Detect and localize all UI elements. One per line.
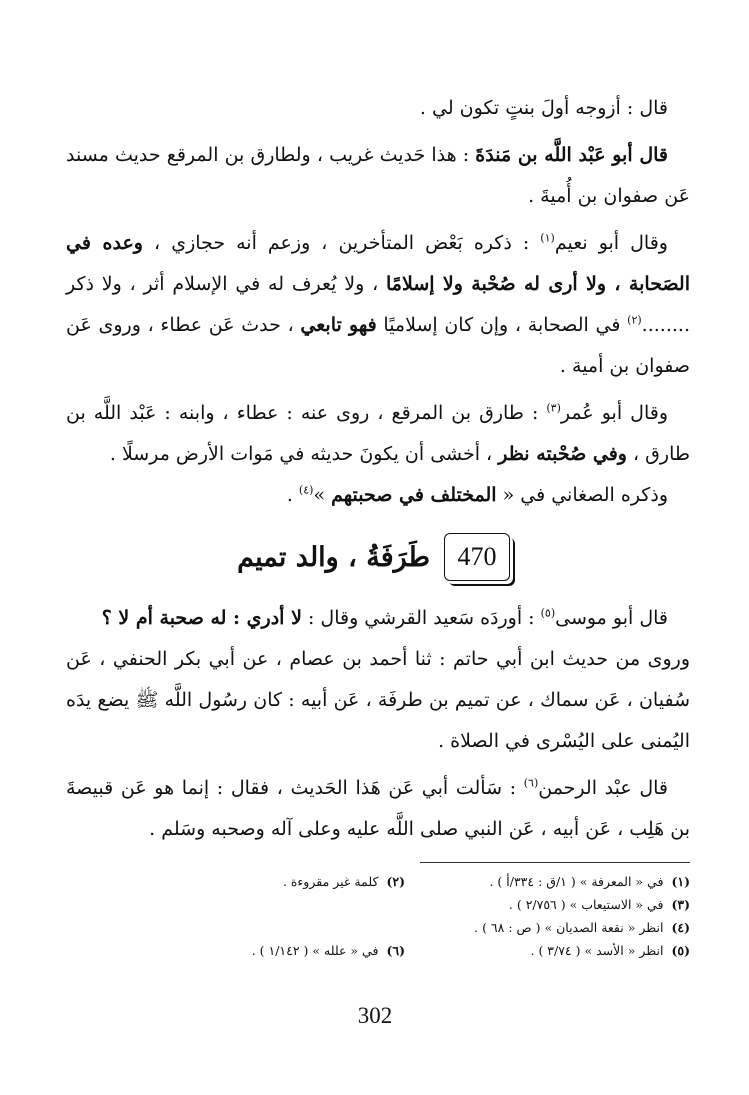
ibn-mandah-statement: قال أبو عَبْد اللَّه بن مَندَةَ [475, 144, 668, 166]
paragraph-4: وقال أبو عُمر$^{(٣)}$ : طارق بن المرقع ، روى عنه : عطاء ، وابنه : عَبْد اللَّه بن طارق ، وفي صُحْبته نظر ، أخشى أن يكونَ حديثه في مَوات الأرض مرسلًا . [66, 401, 690, 465]
entry-number-box [444, 533, 510, 581]
paragraph-5: وذكره الصغاني في « المختلف في صحبتهم »$^{(٤)}$ . [286, 483, 668, 506]
main-text-bottom [66, 598, 690, 850]
paragraph-3: وقال أبو نعيم$^{(١)}$ : ذكره بَعْض المتأخرين ، وزعم أنه حجازي ، وعده في الصَحابة ، ولا أرى له صُحْبة ولا إسلامًا ، ولا يُعرف له في الإسلام أثر ، ولا ذكر ........$^{(٢)}$ في الصحابة ، وإن كان إسلاميًا فهو تابعي ، حدث عَن عطاء ، وروى عَن صفوان بن أمية . [66, 231, 691, 377]
footnotes [120, 870, 690, 962]
footnote-row [120, 870, 690, 893]
page-number: 302 [357, 1003, 393, 1028]
entry-number: 470 [457, 542, 497, 571]
footnote-ref-3: (٣) [546, 401, 561, 415]
paragraph-1: قال : أزوجه أولَ بنتٍ تكون لي . [419, 97, 668, 119]
paragraph-6: قال أبو موسى$^{(٥)}$ : أوردَه سَعيد القرشي وقال : لا أدري : له صحبة أم لا ؟ [101, 606, 668, 629]
entry-title: طَرَفَةُ ، والد تميم [237, 541, 430, 573]
footnote-1: (١)في « المعرفة » ( ١/ق : ٣٣٤/أ ) . [489, 874, 690, 889]
footnote-6: (٦)في « علله » ( ١/١٤٢ ) . [251, 943, 405, 958]
footnote-ref-6: (٦) [523, 776, 539, 790]
footnote-4: (٤)انظر « نقعة الصديان » ( ص : ٦٨ ) . [474, 920, 690, 935]
main-text-top [66, 88, 690, 516]
footnote-3: (٣)في « الاستيعاب » ( ٢/٧٥٦ ) . [508, 897, 690, 912]
paragraph-8: قال عبْد الرحمن$^{(٦)}$ : سَألت أبي عَن هَذا الحَديث ، فقال : إنما هو عَن قبيصةَ بن هَلِب ، عَن أبيه ، عَن النبي صلى اللَّه عليه وعلى آله وصحبه وسَلم . [66, 776, 690, 840]
entry-heading [220, 527, 510, 587]
footnote-5: (٥)انظر « الأسد » ( ٣/٧٤ ) . [530, 943, 690, 958]
footnote-ref-1: (١) [540, 231, 555, 245]
footnote-2: (٢)كلمة غير مقروءة . [282, 874, 405, 889]
footnote-ref-2: (٢) [627, 313, 642, 327]
footnote-divider [420, 862, 690, 863]
paragraph-7: وروى من حديث ابن أبي حاتم : ثنا أحمد بن عصام ، عن أبي بكر الحنفي ، عَن سُفيان ، عَن سماك ، عن تميم بن طرفَة ، عَن أبيه : كان رسُول اللَّه ﷺ يضع يدَه اليُمنى على اليُسْرى في الصلاة . [66, 648, 690, 752]
footnote-row [120, 939, 690, 962]
footnote-ref-5: (٥) [540, 606, 556, 620]
footnote-row [120, 916, 690, 939]
paragraph-2: قال أبو عَبْد اللَّه بن مَندَةَ : هذا حَديث غريب ، ولطارق بن المرقع حديث مسند عَن صفوان بن أُميةَ . [66, 144, 690, 207]
footnote-row [120, 893, 690, 916]
footnote-ref-4: (٤) [298, 483, 314, 497]
